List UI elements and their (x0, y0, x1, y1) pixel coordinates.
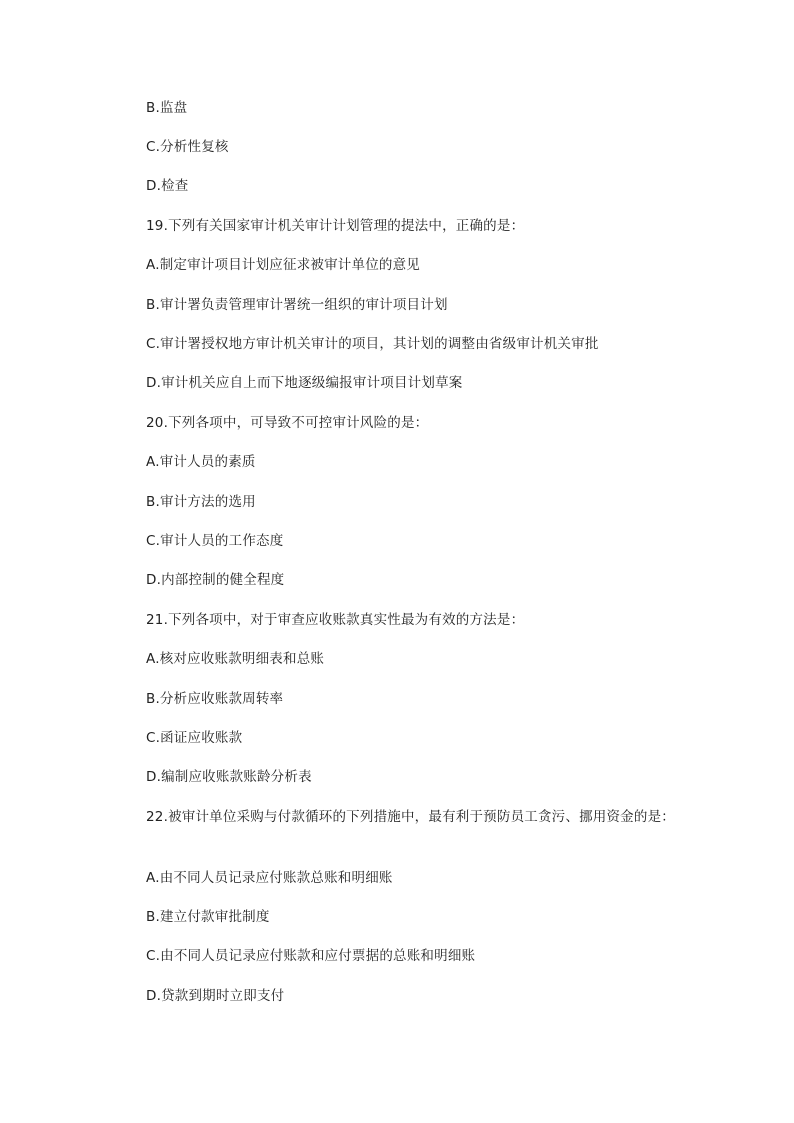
option-d-q21: D.编制应收账款账龄分析表 (146, 769, 312, 785)
option-b-q18: B.监盘 (146, 100, 188, 116)
option-a-q21: A.核对应收账款明细表和总账 (146, 651, 325, 667)
option-b-q19: B.审计署负责管理审计署统一组织的审计项目计划 (146, 297, 448, 313)
option-d-q20: D.内部控制的健全程度 (146, 572, 285, 588)
option-a-q22: A.由不同人员记录应付账款总账和明细账 (146, 870, 393, 886)
option-d-q18: D.检查 (146, 178, 189, 194)
option-a-q19: A.制定审计项目计划应征求被审计单位的意见 (146, 257, 420, 273)
option-c-q21: C.函证应收账款 (146, 730, 243, 746)
option-c-q22: C.由不同人员记录应付账款和应付票据的总账和明细账 (146, 948, 476, 964)
option-d-q22: D.贷款到期时立即支付 (146, 988, 285, 1004)
question-19: 19.下列有关国家审计机关审计计划管理的提法中，正确的是： (146, 218, 525, 234)
option-b-q22: B.建立付款审批制度 (146, 909, 270, 925)
option-c-q18: C.分析性复核 (146, 139, 229, 155)
option-b-q20: B.审计方法的选用 (146, 494, 256, 510)
option-d-q19: D.审计机关应自上而下地逐级编报审计项目计划草案 (146, 375, 463, 391)
option-c-q19: C.审计署授权地方审计机关审计的项目，其计划的调整由省级审计机关审批 (146, 336, 599, 352)
option-b-q21: B.分析应收账款周转率 (146, 691, 284, 707)
question-21: 21.下列各项中，对于审查应收账款真实性最为有效的方法是： (146, 612, 525, 628)
question-20: 20.下列各项中，可导致不可控审计风险的是： (146, 415, 429, 431)
option-c-q20: C.审计人员的工作态度 (146, 533, 284, 549)
question-22: 22.被审计单位采购与付款循环的下列措施中，最有利于预防员工贪污、挪用资金的是： (146, 809, 675, 825)
option-a-q20: A.审计人员的素质 (146, 454, 256, 470)
